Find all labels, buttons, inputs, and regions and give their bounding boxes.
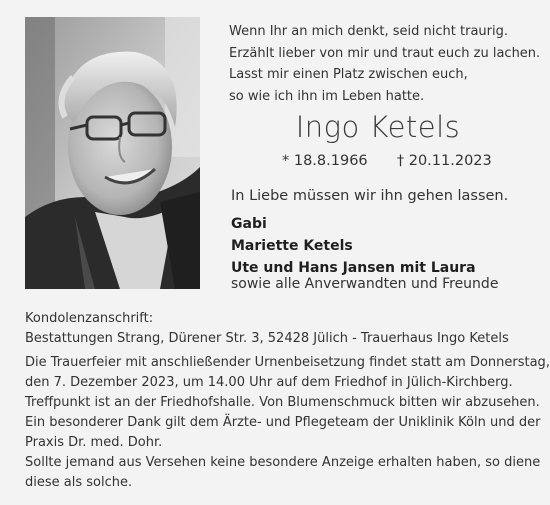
portrait-image [25, 17, 200, 289]
mourners-list [231, 213, 476, 279]
condolence-address: Bestattungen Strang, Dürener Str. 3, 52428 Jülich - Trauerhaus Ingo Ketels [25, 331, 509, 346]
relatives-line: sowie alle Anverwandten und Freunde [231, 276, 499, 292]
mourner: Ute und Hans Jansen mit Laura [231, 260, 476, 276]
notice-line: diese als solche. [25, 475, 133, 490]
ceremony-line: Treffpunkt ist an der Friedhofshalle. Von Blumenschmuck bitten wir abzusehen. [25, 395, 540, 410]
poem-line: Wenn Ihr an mich denkt, seid nicht traurig. [229, 24, 508, 39]
notice-details [25, 309, 550, 493]
deceased-name: Ingo Ketels [295, 110, 461, 144]
mourner: Mariette Ketels [231, 238, 353, 254]
portrait-photo [25, 17, 200, 289]
poem-line: Erzählt lieber von mir und traut euch zu lachen. [229, 45, 541, 61]
condolence-label: Kondolenzanschrift: [25, 311, 154, 326]
ceremony-line: Die Trauerfeier mit anschließender Urnenbeisetzung findet statt am Donnerstag, [25, 355, 550, 370]
mourner: Gabi [231, 216, 267, 232]
farewell-line: In Liebe müssen wir ihn gehen lassen. [231, 188, 509, 204]
ceremony-line: den 7. Dezember 2023, um 14.00 Uhr auf dem Friedhof in Jülich-Kirchberg. [25, 375, 513, 390]
thanks-line: Praxis Dr. med. Dohr. [25, 435, 163, 450]
birth-date: * 18.8.1966 [282, 153, 368, 169]
life-dates [282, 153, 492, 169]
notice-line: Sollte jemand aus Versehen keine besondere Anzeige erhalten haben, so diene [25, 455, 541, 470]
poem-line: Lasst mir einen Platz zwischen euch, [229, 67, 468, 82]
poem-line: so wie ich ihn im Leben hatte. [229, 88, 425, 104]
thanks-line: Ein besonderer Dank gilt dem Ärzte- und Pflegeteam der Uniklinik Köln und der [25, 415, 541, 430]
poem [229, 21, 539, 107]
death-date: † 20.11.2023 [396, 153, 492, 169]
